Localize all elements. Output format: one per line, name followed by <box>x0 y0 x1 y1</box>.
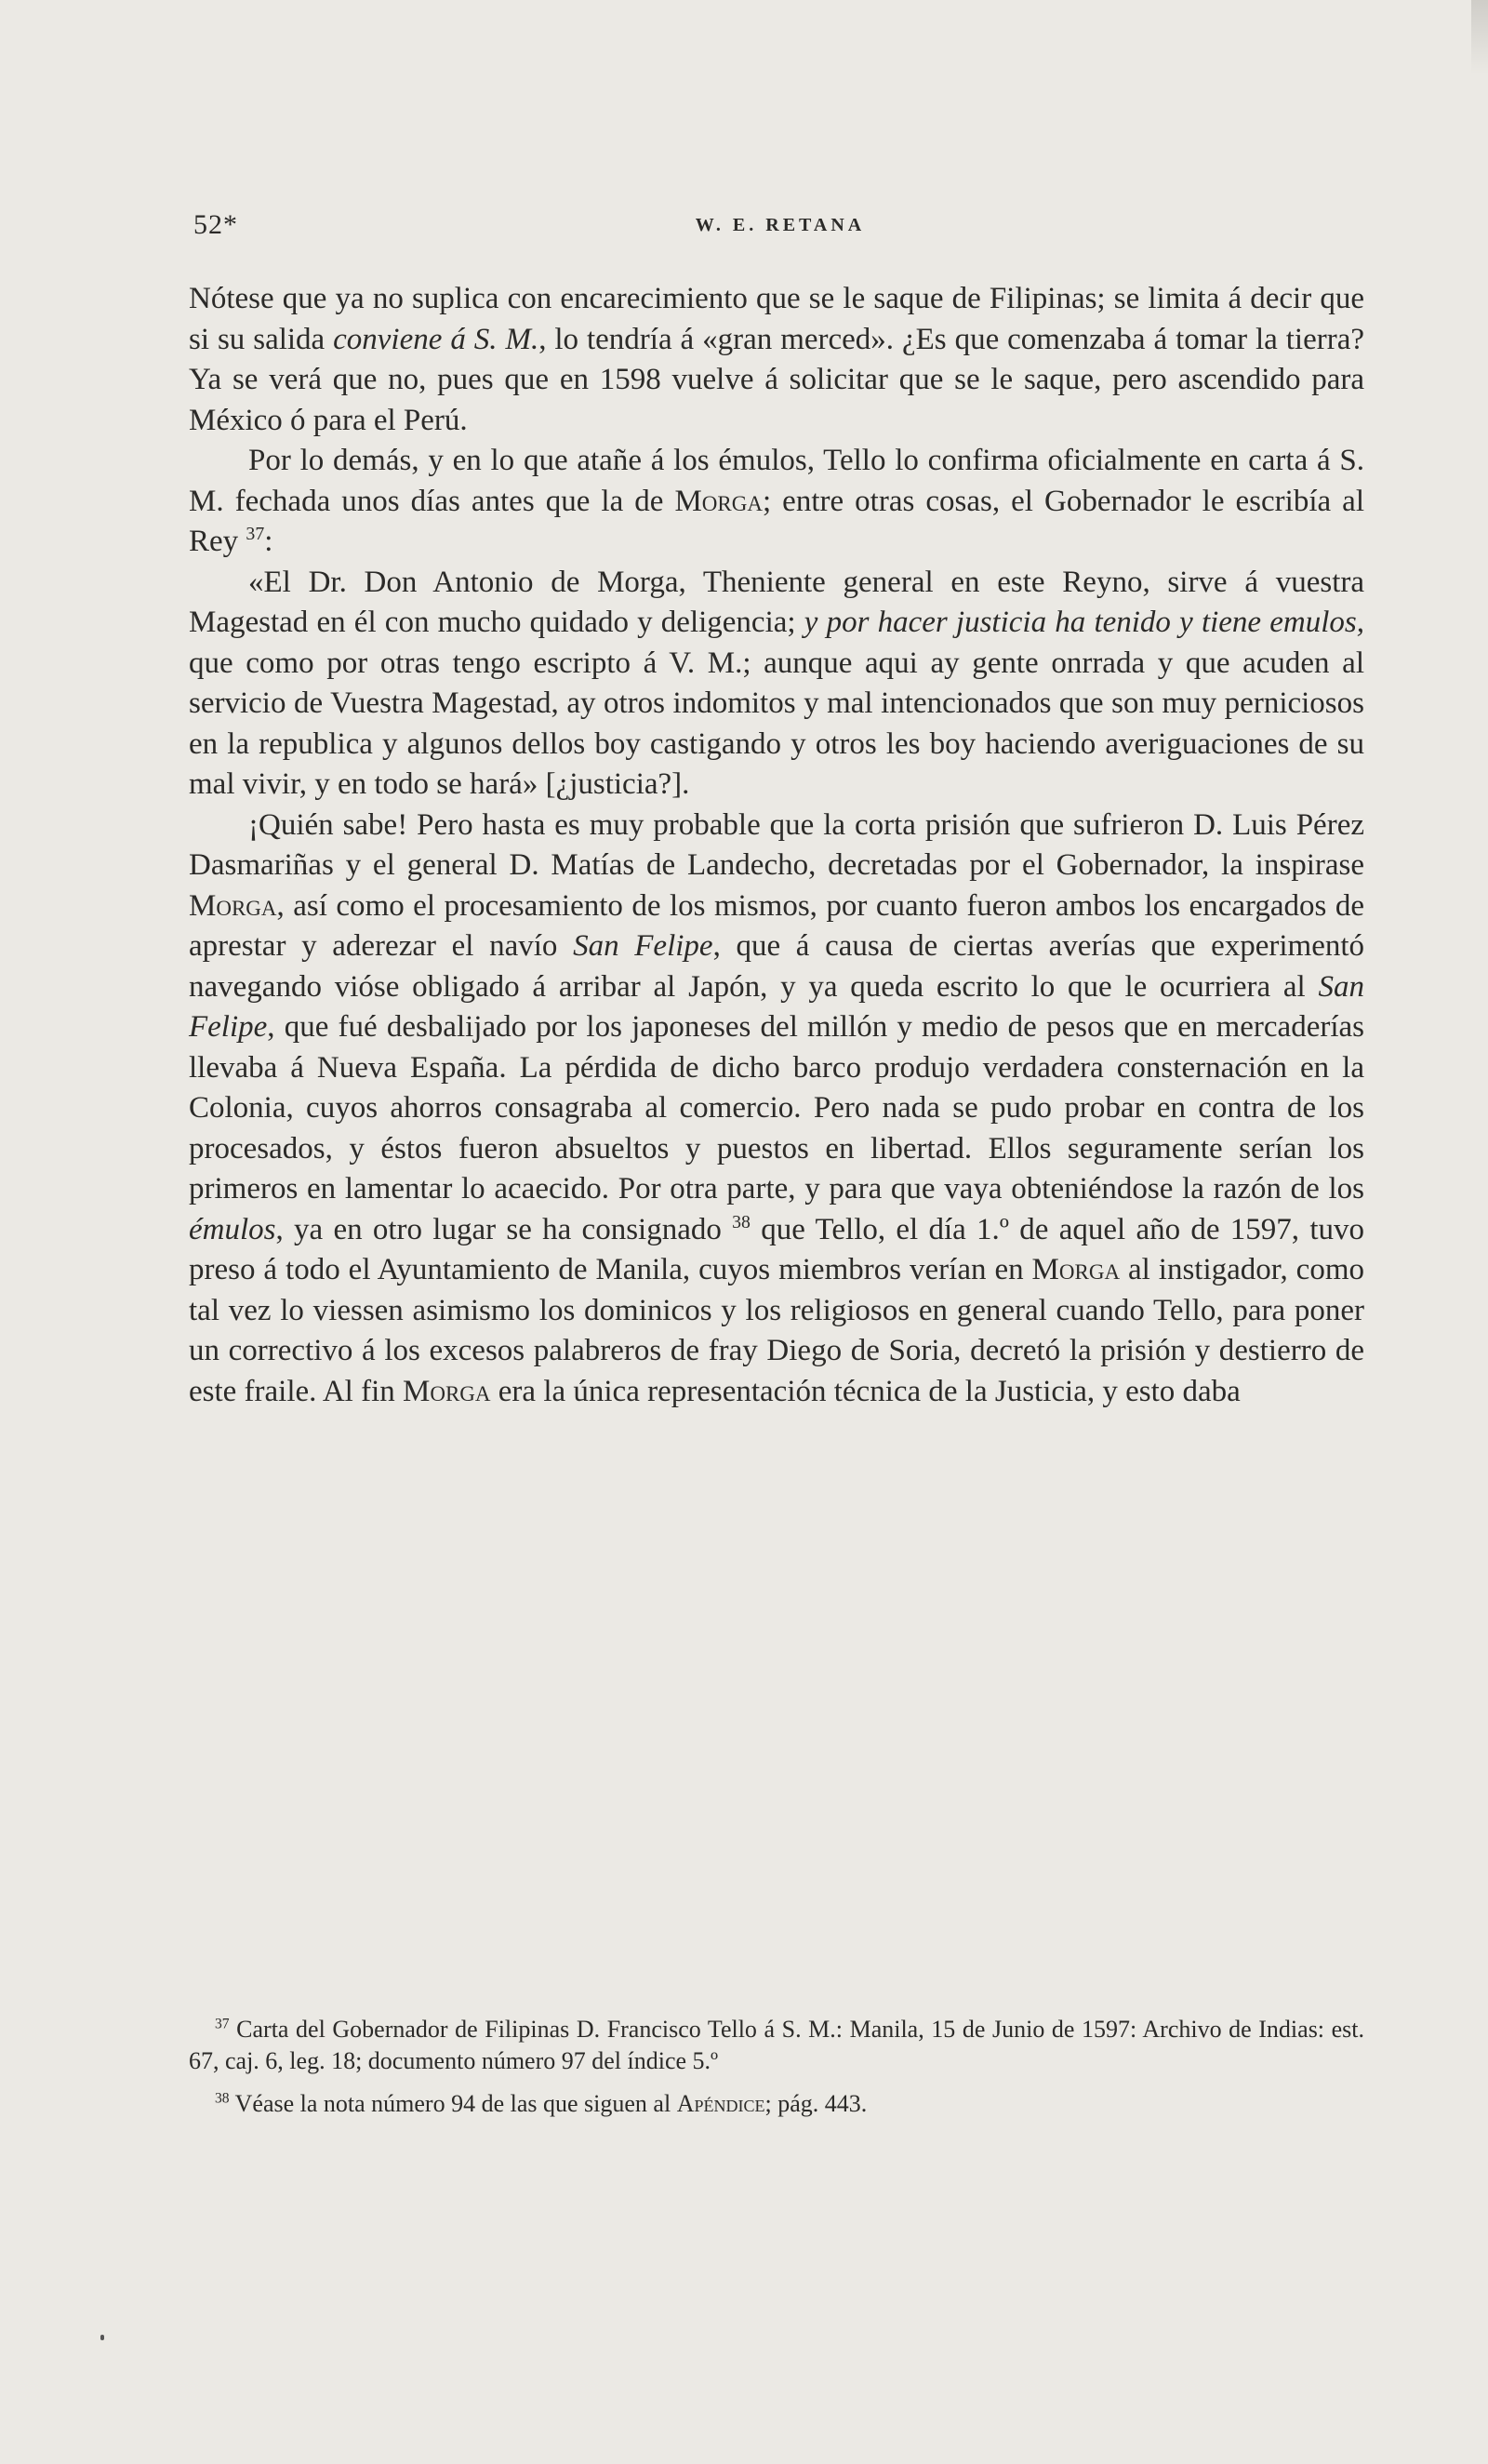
paragraph-2-morga: Morga <box>674 484 763 518</box>
paragraph-4-text-o: era la única representación técnica de la Justicia, y esto daba <box>490 1374 1241 1408</box>
footnote-38-text-c: ; pág. 443. <box>764 2090 868 2117</box>
footnote-37 <box>189 2014 1364 2077</box>
paragraph-1 <box>189 279 1364 441</box>
paragraph-3-quote <box>189 563 1364 806</box>
footnote-ref-38: 38 <box>732 1211 751 1232</box>
paragraph-3-italic: y por hacer justicia ha tenido y tiene emulos, <box>804 606 1364 639</box>
footnote-37-text: Carta del Gobernador de Filipinas D. Francisco Tello á S. M.: Manila, 15 de Junio de 1597: Archivo de Indias: est. 67, caj. 6, leg. 18; documento número 97 del índice 5.º <box>189 2016 1364 2074</box>
paragraph-1-italic: conviene á S. M. <box>333 322 539 356</box>
footnote-38-apendice: Apéndice <box>676 2090 765 2117</box>
paragraph-4 <box>189 806 1364 1413</box>
paragraph-2-text-e: : <box>264 525 273 558</box>
footnote-38-text-a: Véase la nota número 94 de las que siguen al <box>234 2090 677 2117</box>
page-header <box>193 209 1367 246</box>
paragraph-3-text-a: «El Dr. Don Antonio de Morga, Theniente general en este Reyno, sirve á vuestra Magestad en él con mucho quidado y deligencia; <box>189 565 1364 639</box>
footnote-ref-37: 37 <box>246 524 265 544</box>
paragraph-2-text-a: Por lo demás, y en lo que atañe á los émulos, Tello lo confirma oficialmente en carta á S. M. fechada unos días antes que la de <box>189 444 1364 518</box>
paragraph-4-text-m: al instigador, como tal vez lo viessen asimismo los dominicos y los religiosos en general cuando Tello, para poner un correctivo á los excesos palabreros de fray Diego de Soria, decretó la prisión y destierro de este fraile. Al fin <box>189 1253 1364 1408</box>
paragraph-4-emulos: émulos <box>189 1212 276 1246</box>
paragraph-1-text-a: Nótese que ya no suplica con encarecimiento que se le saque de Filipinas; se limita á decir que si su salida <box>189 282 1364 356</box>
paragraph-4-text-i: , ya en otro lugar se ha consignado <box>275 1212 733 1246</box>
footnote-38 <box>189 2088 1364 2120</box>
paragraph-1-text-c: , lo tendría á «gran merced». ¿Es que comenzaba á tomar la tierra? Ya se verá que no, pues que en 1598 vuelve á solicitar que se le saque, pero ascendido para México ó para el Perú. <box>189 322 1365 437</box>
paragraph-3-text-c: que como por otras tengo escripto á V. M.; aunque aqui ay gente onrrada y que acuden al servicio de Vuestra Magestad, ay otros indomitos y mal intencionados que son muy perniciosos en la republica y algunos dellos boy castigando y otros les boy haciendo averiguaciones de su mal vivir, y en todo se hará» [¿justicia?]. <box>189 646 1364 801</box>
footnote-38-mark: 38 <box>215 2090 230 2107</box>
paragraph-4-morga-2: Morga <box>1031 1253 1121 1286</box>
paragraph-4-text-g: , que fué desbalijado por los japoneses del millón y medio de pesos que en mercaderías llevaba á Nueva España. La pérdida de dicho barco produjo verdadera consternación en la Colonia, cuyos ahorros consagraba al comercio. Pero nada se pudo probar en contra de los procesados, y éstos fueron absueltos y puestos en libertad. Ellos seguramente serían los primeros en lamentar lo acaecido. Por otra parte, y para que vaya obteniéndose la razón de los <box>189 1010 1364 1205</box>
running-head: W. E. RETANA <box>695 215 866 235</box>
paragraph-4-text-k: que Tello, el día 1.º de aquel año de 1597, tuvo preso á todo el Ayuntamiento de Manila, cuyos miembros verían en <box>189 1212 1364 1286</box>
paragraph-4-text-e: , que á causa de ciertas averías que experimentó navegando vióse obligado á arribar al Japón, y ya queda escrito lo que le ocurriera al <box>189 929 1365 1004</box>
footnotes <box>189 2014 1364 2131</box>
paragraph-4-ship-1: San Felipe <box>573 929 713 963</box>
ink-speck <box>100 2335 104 2340</box>
paragraph-2-text-c: ; entre otras cosas, el Gobernador le escribía al Rey <box>189 484 1364 558</box>
paragraph-4-morga-1: Morga <box>189 888 277 923</box>
page-edge-shadow <box>1471 0 1488 74</box>
paragraph-4-text-a: ¡Quién sabe! Pero hasta es muy probable que la corta prisión que sufrieron D. Luis Pérez Dasmariñas y el general D. Matías de Landecho, decretadas por el Gobernador, la inspirase <box>189 807 1364 882</box>
paragraph-4-text-c: , así como el procesamiento de los mismos, por cuanto fueron ambos los encargados de aprestar y aderezar el navío <box>189 888 1364 963</box>
page-number: 52* <box>193 209 238 240</box>
paragraph-4-morga-3: Morga <box>403 1374 491 1408</box>
body-text <box>189 279 1364 1412</box>
footnote-37-mark: 37 <box>215 2016 230 2032</box>
paragraph-4-ship-2: San Felipe <box>189 969 1364 1044</box>
paragraph-2 <box>189 441 1364 563</box>
